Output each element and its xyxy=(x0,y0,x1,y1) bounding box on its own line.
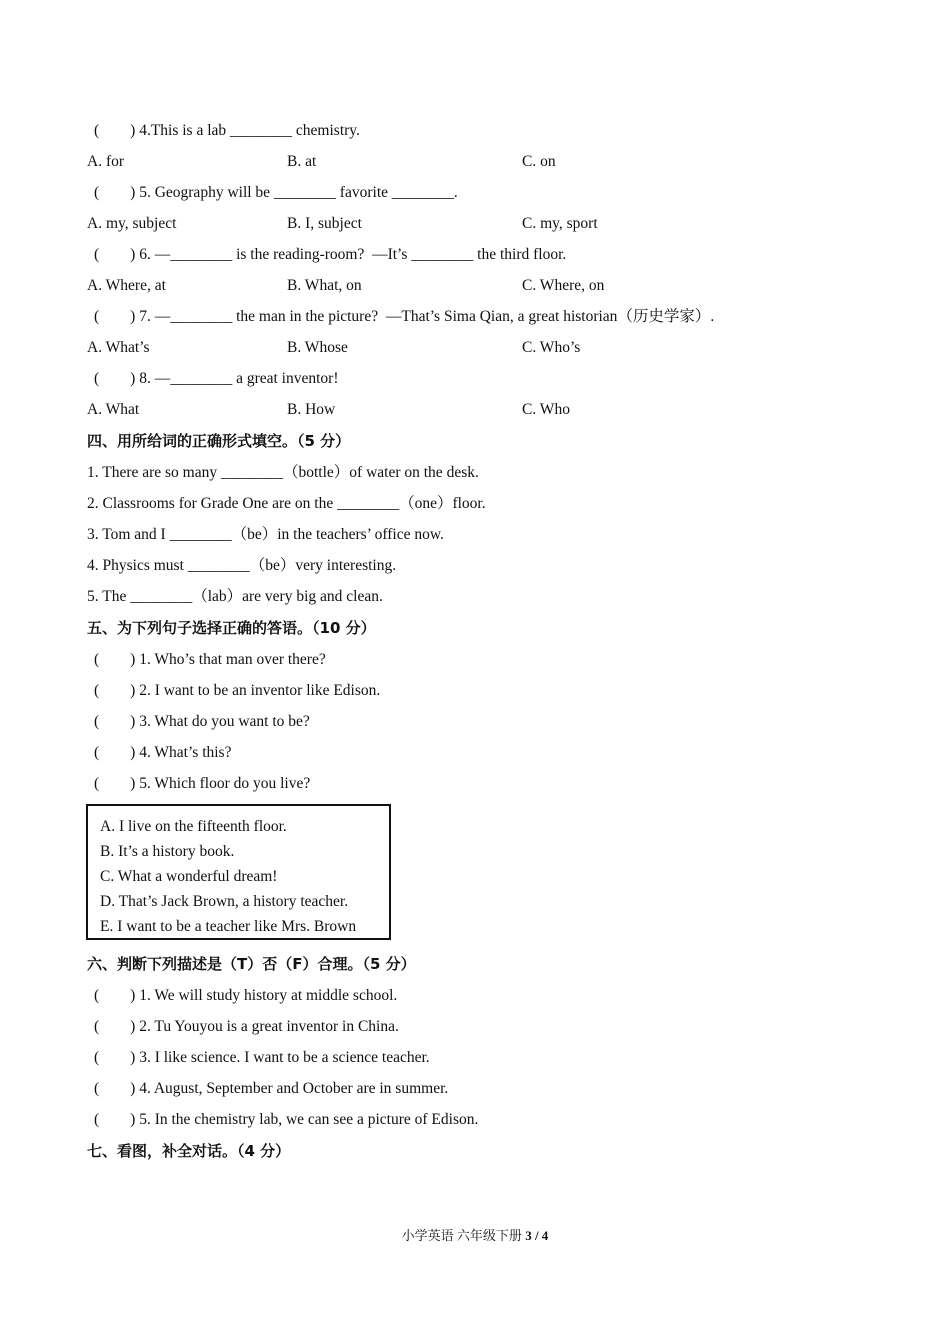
match-item-5: ( ) 5. Which floor do you live? xyxy=(94,775,311,792)
answer-option-e: E. I want to be a teacher like Mrs. Brown xyxy=(100,918,357,935)
option-a: A. for xyxy=(87,153,125,170)
answer-option-c: C. What a wonderful dream! xyxy=(100,868,278,885)
answer-option-b: B. It’s a history book. xyxy=(100,843,235,860)
option-b: B. What, on xyxy=(287,277,362,294)
fill-in-item-1: 1. There are so many ________（bottle）of water on the desk. xyxy=(87,464,479,481)
question-6: ( ) 6. —________ is the reading-room? —It’s ________ the third floor. xyxy=(94,246,567,263)
option-c: C. on xyxy=(522,153,556,170)
section4-heading: 四、用所给词的正确形式填空。（5 分） xyxy=(87,432,351,450)
option-a: A. What xyxy=(87,401,140,418)
footer-label: 小学英语 六年级下册 xyxy=(401,1228,526,1243)
fill-in-item-5: 5. The ________（lab）are very big and clean. xyxy=(87,588,383,605)
answer-option-d: D. That’s Jack Brown, a history teacher. xyxy=(100,893,349,910)
option-c: C. my, sport xyxy=(522,215,598,232)
option-b: B. Whose xyxy=(287,339,348,356)
option-c: C. Who’s xyxy=(522,339,581,356)
option-b: B. How xyxy=(287,401,336,418)
judge-item-5: ( ) 5. In the chemistry lab, we can see a picture of Edison. xyxy=(94,1111,479,1128)
judge-item-3: ( ) 3. I like science. I want to be a science teacher. xyxy=(94,1049,430,1066)
match-item-3: ( ) 3. What do you want to be? xyxy=(94,713,310,730)
answer-option-a: A. I live on the fifteenth floor. xyxy=(100,818,287,835)
fill-in-item-2: 2. Classrooms for Grade One are on the ________（one）floor. xyxy=(87,495,486,512)
option-a: A. Where, at xyxy=(87,277,166,294)
option-b: B. at xyxy=(287,153,317,170)
judge-item-4: ( ) 4. August, September and October are in summer. xyxy=(94,1080,449,1097)
question-5: ( ) 5. Geography will be ________ favorite ________. xyxy=(94,184,458,201)
option-b: B. I, subject xyxy=(287,215,362,232)
match-item-4: ( ) 4. What’s this? xyxy=(94,744,232,761)
option-c: C. Where, on xyxy=(522,277,605,294)
page-number: 3 / 4 xyxy=(525,1228,549,1243)
fill-in-item-3: 3. Tom and I ________（be）in the teachers’ office now. xyxy=(87,526,444,543)
option-a: A. my, subject xyxy=(87,215,177,232)
judge-item-2: ( ) 2. Tu Youyou is a great inventor in China. xyxy=(94,1018,399,1035)
match-item-1: ( ) 1. Who’s that man over there? xyxy=(94,651,326,668)
match-item-2: ( ) 2. I want to be an inventor like Edison. xyxy=(94,682,381,699)
judge-item-1: ( ) 1. We will study history at middle school. xyxy=(94,987,398,1004)
question-4: ( ) 4.This is a lab ________ chemistry. xyxy=(94,122,360,139)
section7-heading: 七、看图，补全对话。（4 分） xyxy=(87,1142,291,1160)
option-a: A. What’s xyxy=(87,339,150,356)
fill-in-item-4: 4. Physics must ________（be）very interesting. xyxy=(87,557,397,574)
section5-heading: 五、为下列句子选择正确的答语。（10 分） xyxy=(87,619,376,637)
answer-options-box xyxy=(86,804,391,940)
option-c: C. Who xyxy=(522,401,570,418)
question-7: ( ) 7. —________ the man in the picture? —That’s Sima Qian, a great historian（历史学家）. xyxy=(94,308,715,325)
question-8: ( ) 8. —________ a great inventor! xyxy=(94,370,339,387)
section6-heading: 六、判断下列描述是（T）否（F）合理。（5 分） xyxy=(87,955,416,973)
page-footer xyxy=(0,1226,950,1246)
